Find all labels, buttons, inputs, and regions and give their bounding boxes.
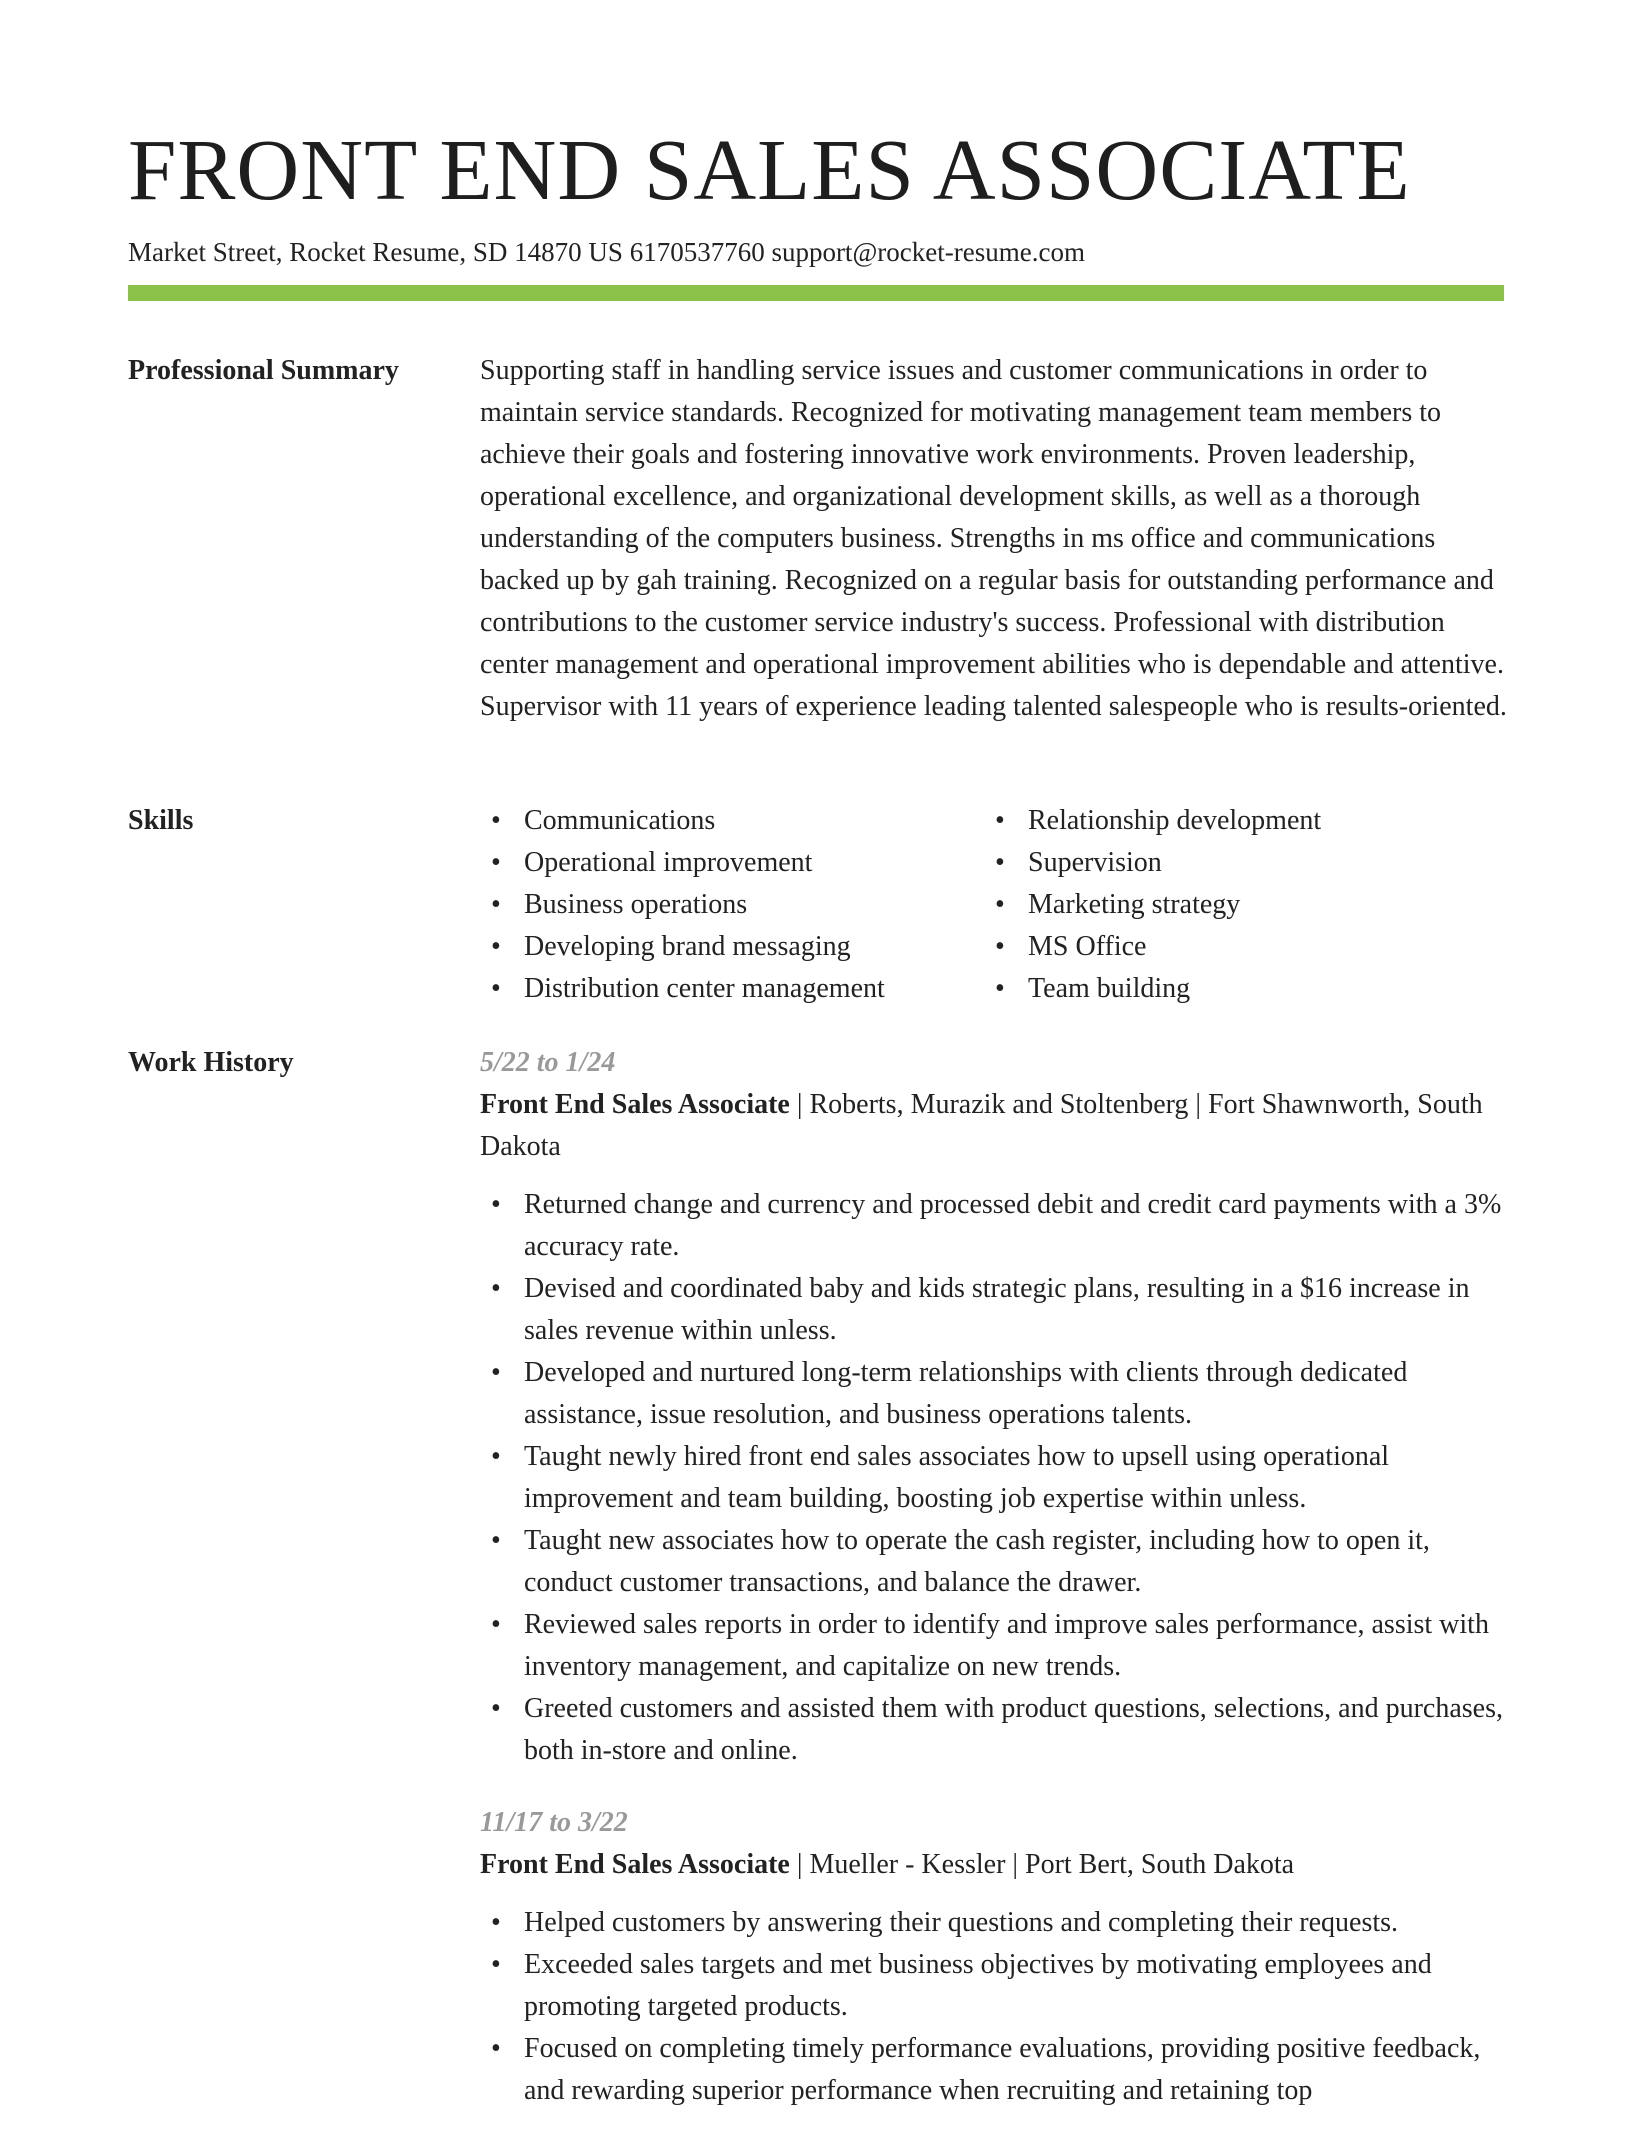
skill-item: • Marketing strategy	[984, 884, 1488, 926]
job-employer-location: | Roberts, Murazik and Stoltenberg | Fort Shawnworth, South Dakota	[480, 1089, 1483, 1162]
skills-list-left	[480, 800, 984, 1010]
skill-item: • MS Office	[984, 926, 1488, 968]
work-history-heading: Work History	[128, 1047, 294, 1078]
job-heading	[480, 1084, 1508, 1168]
responsibility-item: • Returned change and currency and processed debit and credit card payments with a 3% accuracy rate.	[480, 1184, 1508, 1268]
candidate-name: FRONT END SALES ASSOCIATE	[128, 121, 1411, 218]
job-responsibilities	[480, 1184, 1508, 1772]
skills-heading: Skills	[128, 805, 194, 836]
skill-item: • Distribution center management	[480, 968, 984, 1010]
skill-item: • Supervision	[984, 842, 1488, 884]
summary-text: Supporting staff in handling service issues and customer communications in order to maintain service standards. Recognized for motivating management team members to achieve their goals and fostering innovative work environments. Proven leadership, operational excellence, and organizational development skills, as well as a thorough understanding of the computers business. Strengths in ms office and communications backed up by gah training. Recognized on a regular basis for outstanding performance and contributions to the customer service industry's success. Professional with distribution center management and operational improvement abilities who is dependable and attentive. Supervisor with 11 years of experience leading talented salespeople who is results-oriented.	[480, 355, 1507, 722]
responsibility-item: • Greeted customers and assisted them with product questions, selections, and purchases, both in-store and online.	[480, 1688, 1508, 1772]
contact-line: Market Street, Rocket Resume, SD 14870 US 6170537760 support@rocket-resume.com	[128, 237, 1085, 267]
skill-item: • Communications	[480, 800, 984, 842]
responsibility-item: • Reviewed sales reports in order to identify and improve sales performance, assist with inventory management, and capitalize on new trends.	[480, 1604, 1508, 1688]
skill-item: • Relationship development	[984, 800, 1488, 842]
skills-grid	[480, 800, 1508, 1010]
job-employer-location: | Mueller - Kessler | Port Bert, South Dakota	[789, 1849, 1295, 1880]
responsibility-item: • Exceeded sales targets and met business objectives by motivating employees and promoting targeted products.	[480, 1944, 1508, 2028]
job-title: Front End Sales Associate	[480, 1089, 790, 1120]
skill-item: • Team building	[984, 968, 1488, 1010]
responsibility-item: • Developed and nurtured long-term relationships with clients through dedicated assistance, issue resolution, and business operations talents.	[480, 1352, 1508, 1436]
responsibility-item: • Devised and coordinated baby and kids strategic plans, resulting in a $16 increase in sales revenue within unless.	[480, 1268, 1508, 1352]
responsibility-item: • Taught newly hired front end sales associates how to upsell using operational improvement and team building, boosting job expertise within unless.	[480, 1436, 1508, 1520]
summary-content	[480, 350, 1508, 728]
job-dates: 11/17 to 3/22	[480, 1807, 628, 1838]
responsibility-item: • Taught new associates how to operate the cash register, including how to open it, conduct customer transactions, and balance the drawer.	[480, 1520, 1508, 1604]
accent-divider	[128, 285, 1504, 301]
skill-item: • Business operations	[480, 884, 984, 926]
skill-item: • Operational improvement	[480, 842, 984, 884]
job-heading	[480, 1844, 1508, 1886]
skills-list-right	[984, 800, 1488, 1010]
responsibility-item: • Helped customers by answering their questions and completing their requests.	[480, 1902, 1508, 1944]
resume-header	[128, 118, 1504, 270]
skills-content	[480, 800, 1508, 1010]
job-entry	[480, 1042, 1508, 1772]
summary-heading: Professional Summary	[128, 355, 399, 386]
job-responsibilities	[480, 1902, 1508, 2112]
job-entry	[480, 1802, 1508, 2112]
job-dates: 5/22 to 1/24	[480, 1047, 616, 1078]
job-title: Front End Sales Associate	[480, 1849, 790, 1880]
work-history-content	[480, 1042, 1508, 2142]
skill-item: • Developing brand messaging	[480, 926, 984, 968]
responsibility-item: • Focused on completing timely performance evaluations, providing positive feedback, and rewarding superior performance when recruiting and retaining top	[480, 2028, 1508, 2112]
